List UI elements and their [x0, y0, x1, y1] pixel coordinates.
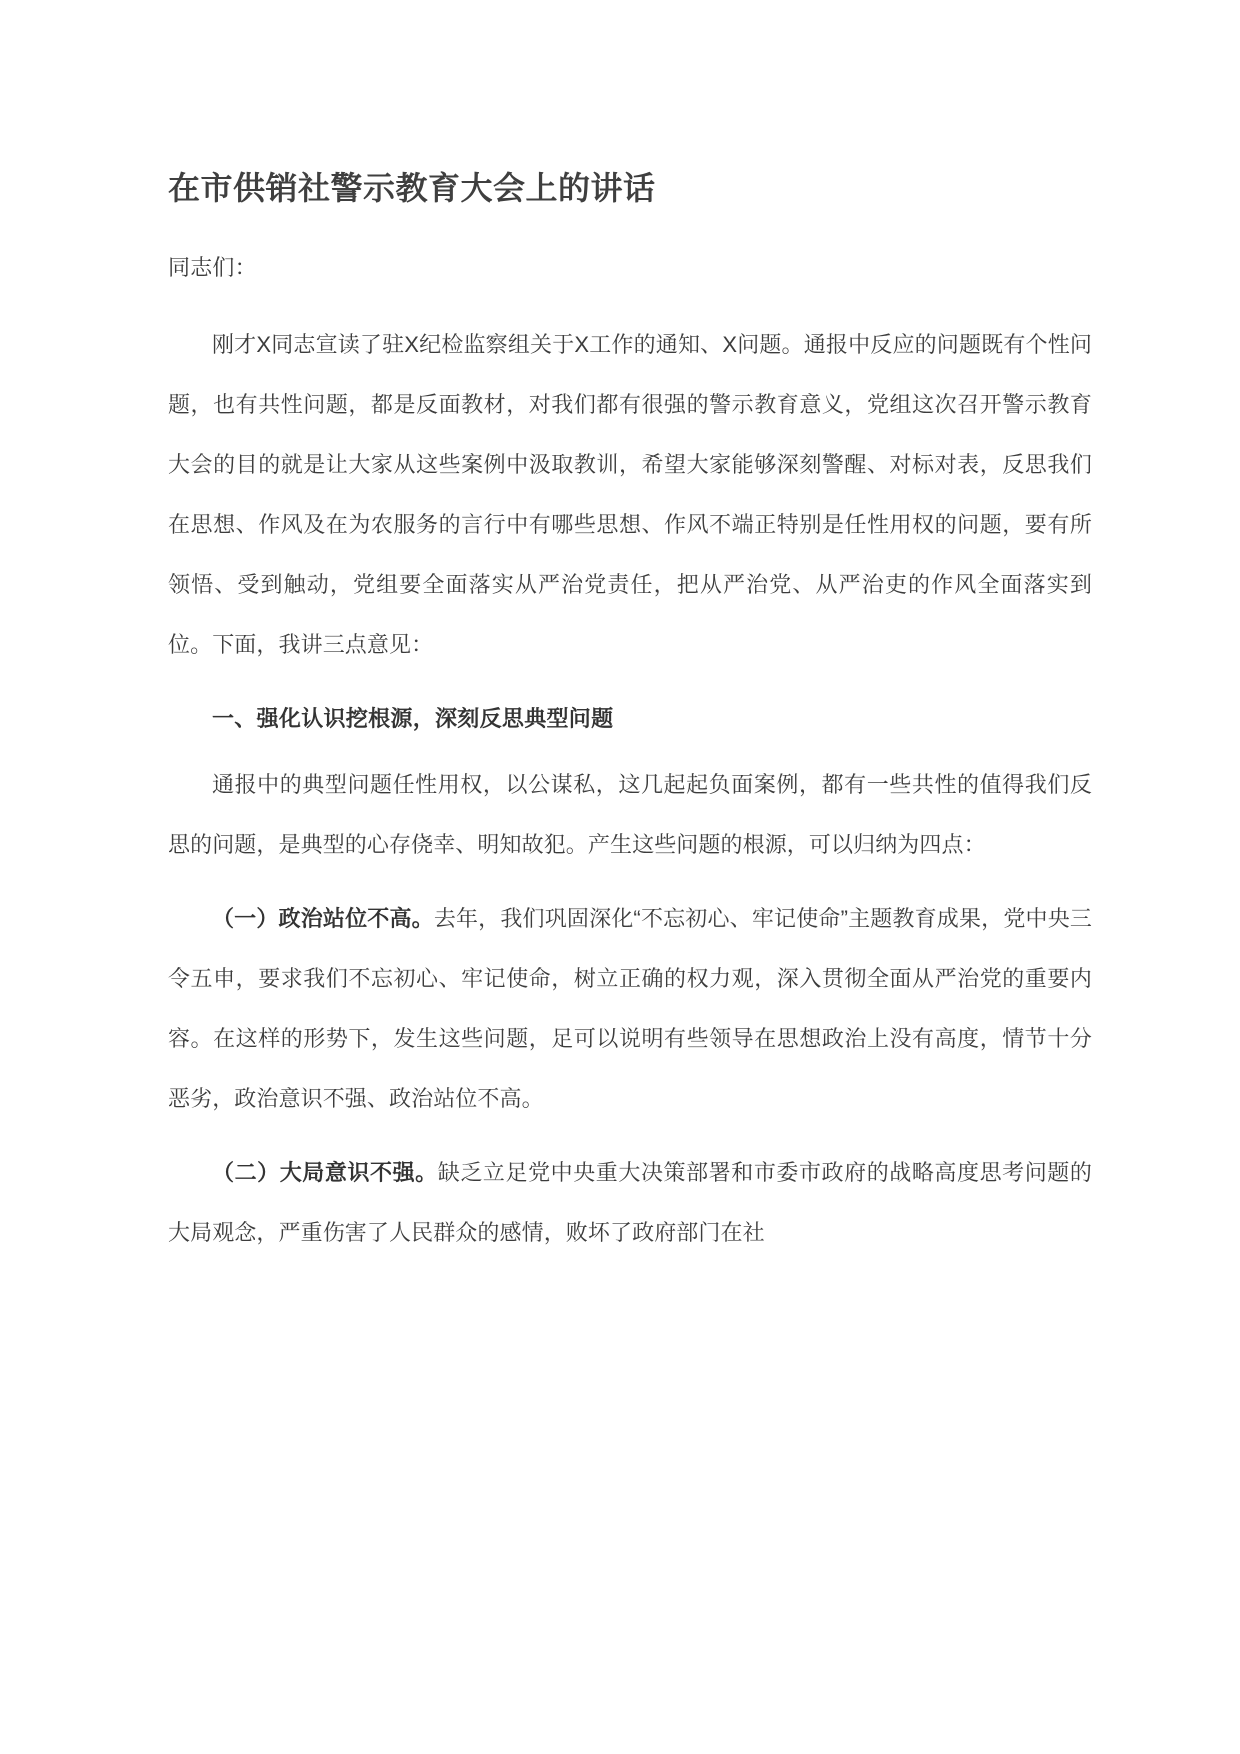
item-two-lead-label: （二）大局意识不强。 — [212, 1160, 438, 1186]
item-one-body-text: 去年，我们巩固深化“不忘初心、牢记使命”主题教育成果，党中央三令五申，要求我们不忘初心、牢记使命，树立正确的权力观，深入贯彻全面从严治党的重要内容。在这样的形势下，发生这些问题，足可以说明有些领导在思想政治上没有高度，情节十分恶劣，政治意识不强、政治站位不高。 — [168, 906, 1092, 1112]
item-one-lead-label: （一）政治站位不高。 — [212, 906, 434, 932]
item-one-paragraph — [168, 889, 1092, 1129]
salutation-line: 同志们： — [168, 255, 257, 280]
page-title: 在市供销社警示教育大会上的讲话 — [168, 170, 656, 206]
item-two-body-text: 缺乏立足党中央重大决策部署和市委市政府的战略高度思考问题的大局观念，严重伤害了人民群众的感情，败坏了政府部门在社 — [168, 1160, 1092, 1246]
section-heading-one: 一、强化认识挖根源，深刻反思典型问题 — [212, 706, 614, 732]
opening-paragraph: 刚才X同志宣读了驻X纪检监察组关于X工作的通知、X问题。通报中反应的问题既有个性问题，也有共性问题，都是反面教材，对我们都有很强的警示教育意义，党组这次召开警示教育大会的目的就是让大家从这些案例中汲取教训，希望大家能够深刻警醒、对标对表，反思我们在思想、作风及在为农服务的言行中有哪些思想、作风不端正特别是任性用权的问题，要有所领悟、受到触动，党组要全面落实从严治党责任，把从严治党、从严治吏的作风全面落实到位。下面，我讲三点意见： — [168, 332, 1092, 658]
section-one-body-paragraph: 通报中的典型问题任性用权，以公谋私，这几起起负面案例，都有一些共性的值得我们反思的问题，是典型的心存侥幸、明知故犯。产生这些问题的根源，可以归纳为四点： — [168, 772, 1092, 858]
item-two-paragraph — [168, 1143, 1092, 1263]
